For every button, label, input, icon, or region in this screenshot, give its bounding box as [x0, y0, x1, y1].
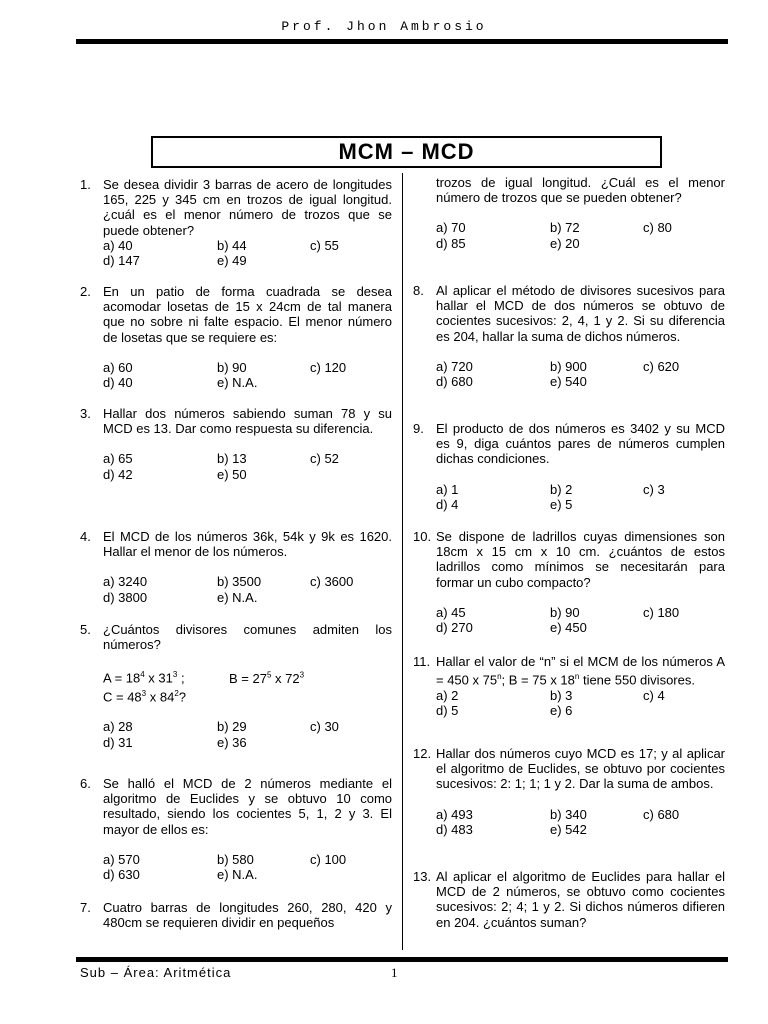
question-1 — [80, 177, 392, 268]
question-number: 8. — [413, 283, 424, 298]
option-a: a) 720 — [436, 358, 473, 374]
option-c: c) 55 — [310, 237, 339, 253]
option-a: a) 28 — [103, 719, 133, 735]
option-a: a) 493 — [436, 806, 473, 822]
option-b: b) 90 — [550, 604, 580, 620]
question-12 — [413, 746, 725, 837]
question-number: 7. — [80, 900, 91, 915]
question-options — [103, 238, 392, 268]
question-7-continuation — [436, 175, 725, 251]
option-b: b) 900 — [550, 358, 587, 374]
question-text: Al aplicar el algoritmo de Euclides para hallar el MCD de 2 números, se obtuvo como cocientes sucesivos: 2; 4; 1 y 2. Si dichos números difieren en 204. ¿cuántos suman? — [436, 869, 725, 930]
option-c: c) 680 — [643, 806, 680, 822]
question-options — [436, 359, 725, 389]
question-text-continued: trozos de igual longitud. ¿Cuál es el menor número de trozos que se pueden obtener? — [436, 175, 725, 206]
question-9 — [413, 421, 725, 512]
question-5 — [80, 622, 392, 750]
question-number: 9. — [413, 421, 424, 436]
question-number: 1. — [80, 177, 91, 192]
option-d: d) 5 — [436, 702, 459, 718]
question-options — [103, 852, 392, 882]
option-c: c) 620 — [643, 358, 680, 374]
question-8 — [413, 283, 725, 389]
column-divider — [402, 173, 403, 950]
option-e: e) 450 — [550, 620, 587, 636]
formula-b: $B = 27^5$ x $72^3$ — [229, 670, 305, 686]
question-text: Se dispone de ladrillos cuyas dimensiones son 18cm x 15 cm x 10 cm. ¿cuántos de estos ladrillos como mínimos se necesitarán para formar un cubo compacto? — [436, 529, 725, 590]
option-e: e) 5 — [550, 496, 573, 512]
question-number: 11. — [413, 654, 431, 669]
question-7 — [80, 900, 392, 930]
question-options — [436, 605, 725, 635]
question-text: Hallar dos números cuyo MCD es 17; y al aplicar el algoritmo de Euclides, se obtuvo por cocientes sucesivos: 2: 1; 1; 1 y 2. Dar la suma de ambos. — [436, 746, 725, 792]
option-a: a) 70 — [436, 220, 466, 236]
option-a: a) 40 — [103, 237, 133, 253]
option-d: d) 85 — [436, 235, 466, 251]
option-e: e) N.A. — [217, 375, 258, 391]
title-box — [151, 136, 662, 168]
option-e: e) 49 — [217, 253, 247, 269]
question-2 — [80, 284, 392, 390]
option-e: e) 6 — [550, 702, 573, 718]
question-text: Hallar el valor de “n” si el MCM de los números A = 450 x 75$^n$; B = 75 x 18$^n$ tiene 550 divisores. — [436, 654, 725, 688]
question-options — [103, 360, 392, 390]
option-b: b) 3 — [550, 687, 573, 703]
option-d: d) 3800 — [103, 589, 148, 605]
option-d: d) 31 — [103, 734, 133, 750]
question-number: 10. — [413, 529, 432, 544]
option-c: c) 80 — [643, 220, 672, 236]
option-a: a) 65 — [103, 451, 133, 467]
option-e: e) 36 — [217, 734, 247, 750]
option-a: a) 1 — [436, 481, 459, 497]
question-text: Cuatro barras de longitudes 260, 280, 420 y 480cm se requieren dividir en pequeños — [103, 900, 392, 931]
question-number: 12. — [413, 746, 432, 761]
option-b: b) 3500 — [217, 574, 262, 590]
question-text: Hallar dos números sabiendo suman 78 y su MCD es 13. Dar como respuesta su diferencia. — [103, 406, 392, 437]
option-a: a) 2 — [436, 687, 459, 703]
option-c: c) 3 — [643, 481, 665, 497]
question-options — [436, 220, 725, 250]
option-b: b) 90 — [217, 359, 247, 375]
option-a: a) 570 — [103, 851, 140, 867]
question-options — [103, 574, 392, 604]
question-options — [103, 451, 392, 481]
option-c: c) 4 — [643, 687, 665, 703]
question-text: ¿Cuántos divisores comunes admiten los números? — [103, 622, 392, 653]
option-a: a) 45 — [436, 604, 466, 620]
question-number: 2. — [80, 284, 91, 299]
option-c: c) 30 — [310, 719, 339, 735]
question-6 — [80, 776, 392, 882]
option-e: e) N.A. — [217, 589, 258, 605]
option-d: d) 40 — [103, 375, 133, 391]
question-number: 5. — [80, 622, 91, 637]
question-options — [103, 719, 392, 749]
option-c: c) 100 — [310, 851, 347, 867]
question-number: 4. — [80, 529, 91, 544]
question-text: Al aplicar el método de divisores sucesivos para hallar el MCD de dos números se obtuvo de cocientes sucesivos: 2, 4, 1 y 2. Si su diferencia es 204, hallar la suma de dichos números. — [436, 283, 725, 344]
question-number: 3. — [80, 406, 91, 421]
page-title: MCM – MCD — [338, 139, 475, 164]
question-text: Se halló el MCD de 2 números mediante el algoritmo de Euclides y se obtuvo 10 como resultado, siendo los cocientes 5, 1, 2 y 3. El mayor de ellos es: — [103, 776, 392, 837]
option-c: c) 120 — [310, 359, 347, 375]
option-d: d) 147 — [103, 253, 140, 269]
question-number: 6. — [80, 776, 91, 791]
option-a: a) 60 — [103, 359, 133, 375]
question-text: El MCD de los números 36k, 54k y 9k es 1620. Hallar el menor de los números. — [103, 529, 392, 560]
option-e: e) 20 — [550, 235, 580, 251]
option-d: d) 270 — [436, 620, 473, 636]
question-text: Se desea dividir 3 barras de acero de longitudes 165, 225 y 345 cm en trozos de igual longitud. ¿cuál es el menor número de trozos que se puede obtener? — [103, 177, 392, 238]
footer-subject: Sub – Área: Aritmética — [80, 965, 232, 980]
option-b: b) 13 — [217, 451, 247, 467]
question-text: El producto de dos números es 3402 y su MCD es 9, diga cuántos pares de números cumplen dichas condiciones. — [436, 421, 725, 467]
option-b: b) 340 — [550, 806, 587, 822]
option-d: d) 4 — [436, 496, 459, 512]
formula-line-c: $C = 48^3$ x $84^2$? — [103, 688, 186, 705]
question-13 — [413, 869, 725, 930]
question-options — [436, 807, 725, 837]
option-b: b) 72 — [550, 220, 580, 236]
option-c: c) 52 — [310, 451, 339, 467]
option-e: e) N.A. — [217, 867, 258, 883]
option-e: e) 542 — [550, 821, 587, 837]
option-d: d) 483 — [436, 821, 473, 837]
option-c: c) 3600 — [310, 574, 354, 590]
option-e: e) 540 — [550, 374, 587, 390]
header-rule — [76, 39, 728, 44]
option-e: e) 50 — [217, 466, 247, 482]
formula-line-ab — [103, 667, 392, 686]
question-4 — [80, 529, 392, 605]
option-b: b) 44 — [217, 237, 247, 253]
option-d: d) 680 — [436, 374, 473, 390]
question-10 — [413, 529, 725, 635]
option-d: d) 630 — [103, 867, 140, 883]
question-3 — [80, 406, 392, 482]
question-11 — [413, 654, 725, 718]
option-d: d) 42 — [103, 466, 133, 482]
page-number: 1 — [391, 965, 398, 980]
question-text: En un patio de forma cuadrada se desea acomodar losetas de 15 x 24cm de tal manera que no sobre ni falte espacio. El menor número de losetas que se requiere es: — [103, 284, 392, 345]
option-b: b) 580 — [217, 851, 254, 867]
option-c: c) 180 — [643, 604, 680, 620]
question-number: 13. — [413, 869, 432, 884]
question-options — [436, 482, 725, 512]
option-b: b) 29 — [217, 719, 247, 735]
formula-a: $A = 18^4$ x $31^3$ ; — [103, 670, 185, 686]
option-b: b) 2 — [550, 481, 573, 497]
question-options — [436, 688, 725, 718]
header-author: Prof. Jhon Ambrosio — [281, 19, 487, 34]
footer-rule — [76, 957, 728, 962]
option-a: a) 3240 — [103, 574, 148, 590]
